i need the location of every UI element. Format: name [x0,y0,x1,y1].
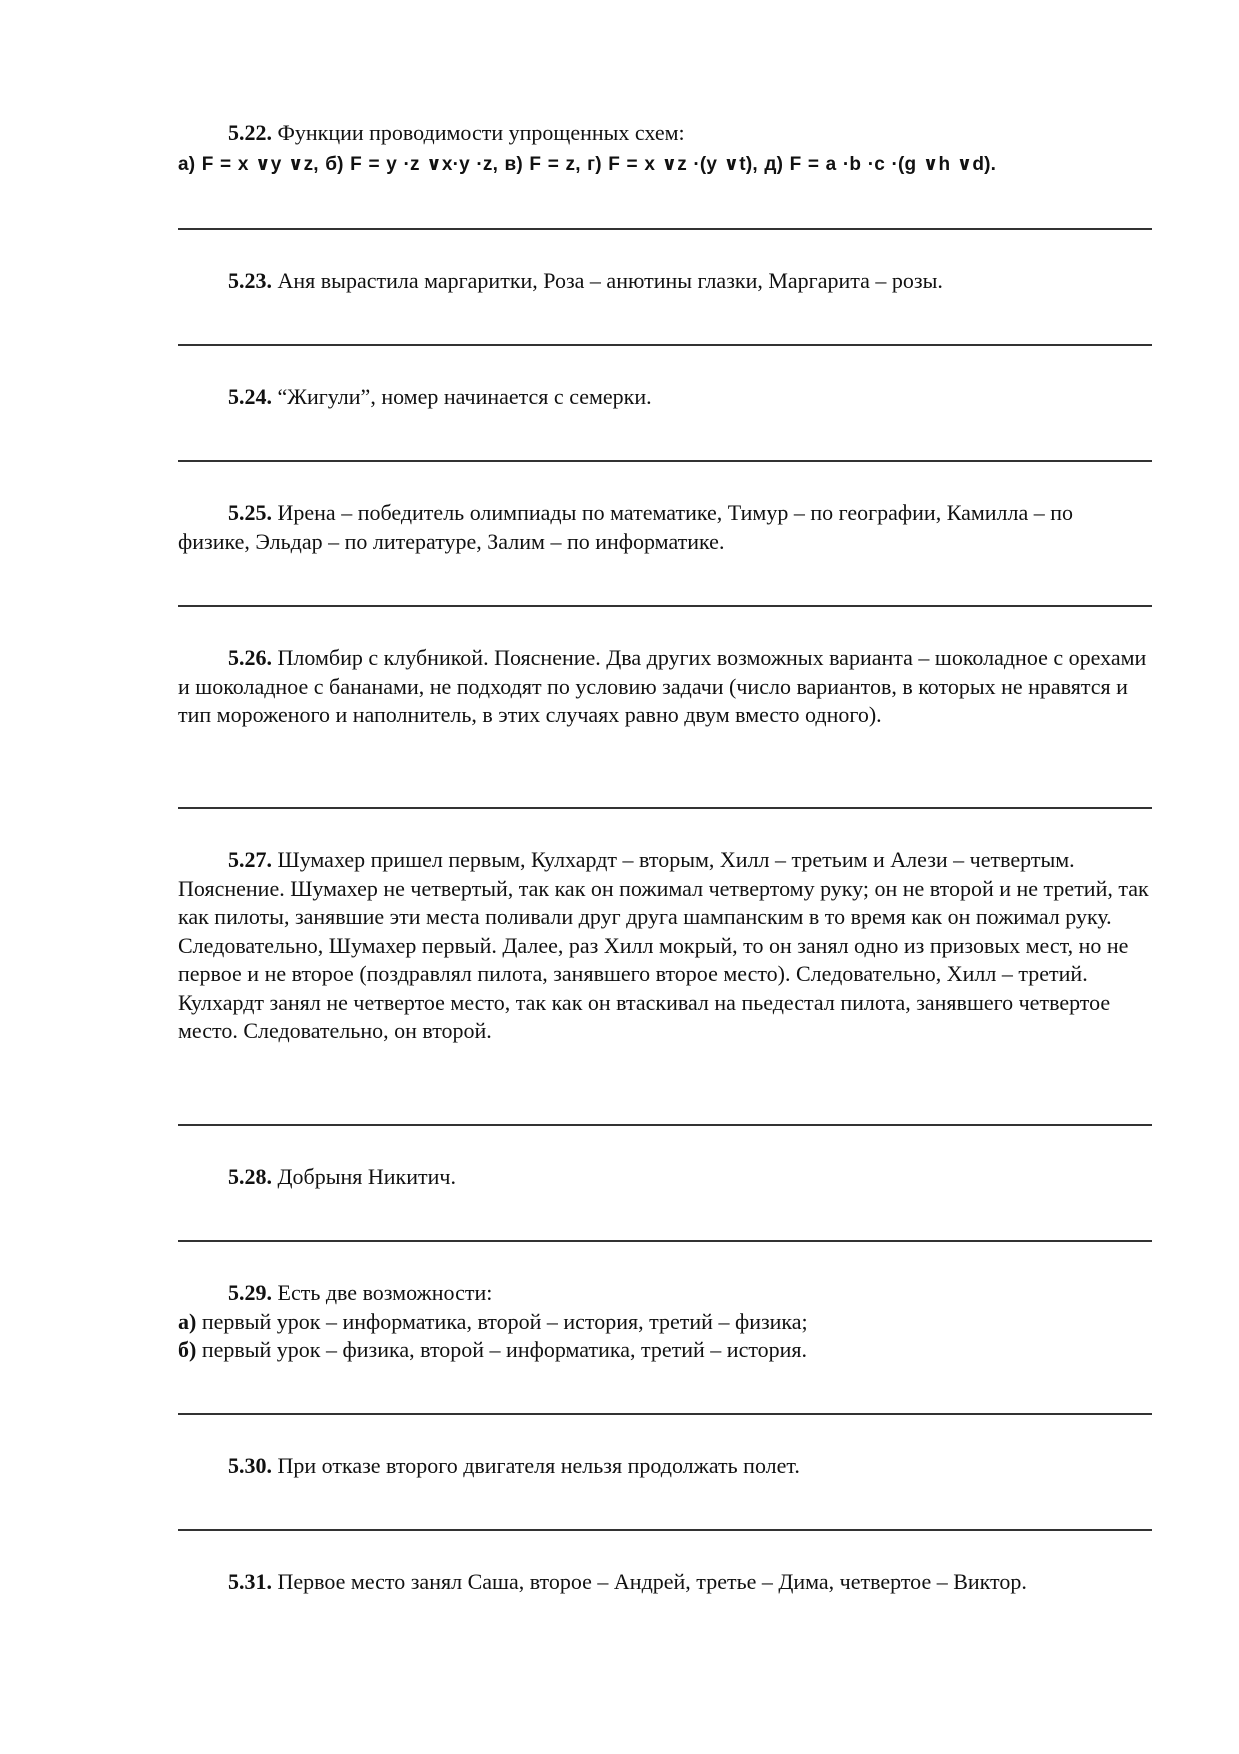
separator-line [178,460,1152,462]
answer-text [178,383,1150,412]
option-text: первый урок – физика, второй – информатика, третий – история. [196,1337,808,1362]
answer-text [178,119,1150,148]
answer-text [178,1163,1150,1192]
answer-text [178,499,1150,556]
answer-body: Добрыня Никитич. [272,1164,456,1189]
answer-number: 5.26. [228,645,272,670]
answer-5-29 [178,1279,1150,1365]
answer-number: 5.22. [228,120,272,145]
answer-body: Пломбир с клубникой. Пояснение. Два других возможных варианта – шоколадное с орехами и шоколадное с бананами, не подходят по условию задачи (число вариантов, в которых не нравятся и тип мороженого и наполнитель, в этих случаях равно двум вместо одного). [178,645,1147,727]
answer-text [178,644,1150,730]
separator-line [178,807,1152,809]
answer-body: Функции проводимости упрощенных схем: [272,120,685,145]
answer-number: 5.24. [228,384,272,409]
option-label: а) [178,1308,197,1334]
separator-line [178,1124,1152,1126]
answer-body: При отказе второго двигателя нельзя продолжать полет. [272,1453,800,1478]
separator-line [178,344,1152,346]
option-text: первый урок – информатика, второй – история, третий – физика; [196,1308,808,1334]
option-a [178,1308,1150,1337]
answer-5-27 [178,846,1150,1046]
answer-text [178,267,1150,296]
answer-5-23 [178,267,1150,296]
answer-text [178,1452,1150,1481]
separator-line [178,605,1152,607]
answer-5-25 [178,499,1150,556]
answer-body: Шумахер пришел первым, Кулхардт – вторым, Хилл – третьим и Алези – четвертым. Пояснение. Шумахер не четвертый, так как он пожимал четвертому руку; он не второй и не третий, так как пилоты, занявшие эти места поливали друг друга шампанским в то время как он пожимал руку. Следовательно, Шумахер первый. Далее, раз Хилл мокрый, то он занял одно из призовых мест, но не первое и не второе (поздравлял пилота, занявшего второе место). Следовательно, Хилл – третий. Кулхардт занял не четвертое место, так как он втаскивал на пьедестал пилота, занявшего четвертое место. Следовательно, он второй. [178,847,1149,1043]
answer-body: Есть две возможности: [272,1280,493,1305]
answer-number: 5.30. [228,1453,272,1478]
answer-body: Первое место занял Саша, второе – Андрей, третье – Дима, четвертое – Виктор. [272,1569,1027,1594]
answer-5-28 [178,1163,1150,1192]
answer-5-31 [178,1568,1150,1597]
answer-number: 5.27. [228,847,272,872]
answer-number: 5.31. [228,1569,272,1594]
answer-text [178,846,1150,1046]
answer-number: 5.23. [228,268,272,293]
answer-number: 5.29. [228,1280,272,1305]
answer-number: 5.28. [228,1164,272,1189]
separator-line [178,228,1152,230]
answer-5-26 [178,644,1150,730]
answer-5-30 [178,1452,1150,1481]
conductance-formulas: а) F = x ∨y ∨z, б) F = y ·z ∨x·y ·z, в) F = z, г) F = x ∨z ·(y ∨t), д) F = a ·b ·c ·(g ∨h ∨d). [178,153,997,175]
answer-text [178,1568,1150,1597]
answer-body: Ирена – победитель олимпиады по математике, Тимур – по географии, Камилла – по физике, Эльдар – по литературе, Залим – по информатике. [178,500,1074,554]
separator-line [178,1529,1152,1531]
answer-number: 5.25. [228,500,272,525]
answer-body: “Жигули”, номер начинается с семерки. [272,384,652,409]
answer-5-22 [178,119,1150,179]
answer-text [178,1279,1150,1308]
separator-line [178,1413,1152,1415]
option-b [178,1336,1150,1365]
separator-line [178,1240,1152,1242]
answer-body: Аня вырастила маргаритки, Роза – анютины глазки, Маргарита – розы. [272,268,943,293]
option-label: б) [178,1337,197,1362]
answer-5-24 [178,383,1150,412]
